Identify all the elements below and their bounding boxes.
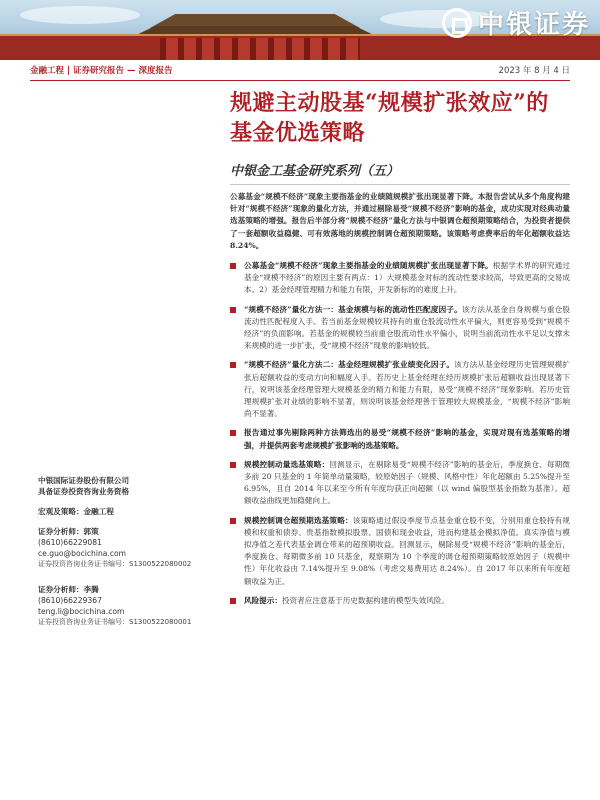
bullet-square-icon bbox=[230, 430, 236, 436]
key-point bbox=[230, 595, 570, 607]
key-point-lead: 公募基金“规模不经济”现象主要指基金的业绩随规模扩张出现显著下降。 bbox=[244, 261, 493, 271]
key-point-text: 该策略通过假设季度节点基金重仓股不变，分别用重仓股持有规模和权重和债券、贵基指数模拟股票、国债和现金收益，进而构建基金模拟净值。真实净值与模拟净值之差代表基金调仓带来的超预期收益。回测显示，剔除易受“规模不经济”影响的基金后，季度换仓、每期微多前 10 只基金，观察期为 10 个季度的调仓超预期策略较原始因子（规模中性）年化收益由 7.14%提升至 9.08%（考虑交易费用达 8.24%）。自 2017 年以来所有年度超额收益为正。 bbox=[244, 515, 571, 586]
header-divider bbox=[30, 80, 570, 81]
key-points-list bbox=[230, 260, 570, 607]
analyst-email[interactable]: teng.li@bocichina.com bbox=[38, 607, 125, 616]
key-point-lead: “规模不经济”量化方法二：基金经理规模扩张业绩变化因子。 bbox=[244, 360, 455, 370]
bullet-square-icon bbox=[230, 598, 236, 604]
report-body bbox=[230, 191, 570, 614]
industry-label: 宏观及策略：金融工程 bbox=[38, 507, 114, 516]
company-qualification: 具备证券投资咨询业务资格 bbox=[38, 487, 130, 496]
report-header bbox=[30, 61, 570, 79]
bullet-square-icon bbox=[230, 462, 236, 468]
analyst-title: 证券分析师：李腾 bbox=[38, 585, 99, 594]
analyst-block bbox=[38, 526, 218, 570]
key-point-lead: 风险提示： bbox=[244, 595, 282, 605]
analyst-certificate: 证券投资咨询业务证书编号：S1300522080002 bbox=[38, 560, 192, 568]
sidebar bbox=[38, 475, 218, 628]
analyst-title: 证券分析师：郭策 bbox=[38, 527, 99, 536]
key-point-lead: 规模控制调仓超预期选基策略： bbox=[244, 515, 353, 525]
report-subtitle: 中银金工基金研究系列（五） bbox=[230, 164, 400, 179]
report-title: 规避主动股基“规模扩张效应”的基金优选策略 bbox=[230, 90, 549, 146]
bullet-square-icon bbox=[230, 263, 236, 269]
header-banner bbox=[0, 0, 600, 60]
key-point bbox=[230, 427, 570, 451]
key-point-text: 投资者应注意基于历史数据构建的模型失效风险。 bbox=[281, 595, 450, 605]
key-point-text: 该方法从基金自身规模与重仓股流动性匹配程度入手。若当前基金规模较其持有的重仓股流动性水平偏大，则更容易受到“规模不经济”的负面影响。若基金的规模较当前重仓股流动性水平偏小，说明当前流动性水平足以支撑未来规模的进一步扩张，受“规模不经济”现象的影响较低。 bbox=[244, 304, 571, 351]
bullet-square-icon bbox=[230, 307, 236, 313]
key-point-text: 根据学术界的研究通过基金“规模不经济”的原因主要有两点：1）大规模基金对标的流动性要求较高，导致更高的交易成本。2）基金经理管理精力和能力有限，开发新标的的难度上升。 bbox=[244, 261, 571, 295]
palace-roof-upper bbox=[150, 14, 360, 28]
brand bbox=[442, 4, 590, 41]
bullet-square-icon bbox=[230, 518, 236, 524]
key-point bbox=[230, 304, 570, 353]
bullet-square-icon bbox=[230, 362, 236, 368]
key-point bbox=[230, 260, 570, 297]
banner-cloud bbox=[20, 6, 140, 24]
key-point-lead: 报告通过事先剔除两种方法筛选出的易受“规模不经济”影响的基金，实现对现有选基策略的增强，并提供两套考虑规模扩张影响的选基策略。 bbox=[244, 428, 570, 450]
breadcrumb: 金融工程 | 证券研究报告 — 深度报告 bbox=[30, 66, 173, 76]
key-point-lead: “规模不经济”量化方法一：基金规模与标的流动性匹配度因子。 bbox=[244, 304, 462, 314]
key-point bbox=[230, 515, 570, 588]
key-point bbox=[230, 459, 570, 508]
analyst-certificate: 证券投资咨询业务证书编号：S1300522080001 bbox=[38, 618, 192, 626]
analyst-phone: (8610)66229081 bbox=[38, 538, 102, 547]
analyst-email[interactable]: ce.guo@bocichina.com bbox=[38, 549, 127, 558]
summary-paragraph: 公募基金“规模不经济”现象主要指基金的业绩随规模扩张出现显著下降。本报告尝试从多个角度构建针对“规模不经济”现象的量化方法，并通过剔除易受“规模不经济”影响的基金，成功实现对经典动量选基策略的增强。报告后半部分将“规模不经济”量化方法与中银调仓超预期策略结合，为投资者提供了一套超额收益稳健、可有效落地的规模控制调仓超预期策略。该策略考虑费率后的年化超额收益达 8.24%。 bbox=[230, 192, 570, 250]
key-point-text: 该方法从基金经理历史管理规模扩张后超额收益的变动方向和幅度入手。若历史上基金经理在经历规模扩张后超额收益出现显著下行，说明该基金经理管理大规模基金的精力和能力有限，易受“规模不经济”现象影响。若历史管理规模扩张对业绩的影响不显著，则说明该基金经理善于管理较大规模基金，“规模不经济”影响尚不显著。 bbox=[244, 360, 571, 419]
key-point-text: 回测显示，在剔除易受“规模不经济”影响的基金后，季度换仓、每期微多前 20 只基金的 1 年简单动量策略，较原始因子（规模、风格中性）年化超额由 5.25%提升至 6.95%，且自 2014 年以来至今所有年度均获正向超额（以 wind 偏股型基金指数为基准）。超额收益曲线更加稳健向上。 bbox=[244, 459, 571, 506]
company-name: 中银国际证券股份有限公司 bbox=[38, 476, 130, 485]
title-divider bbox=[230, 184, 570, 185]
report-date: 2023 年 8 月 4 日 bbox=[498, 66, 570, 76]
boc-logo-icon bbox=[442, 8, 472, 38]
key-point bbox=[230, 359, 570, 420]
key-point-lead: 规模控制动量选基策略： bbox=[244, 459, 330, 469]
analyst-block bbox=[38, 584, 218, 628]
brand-name: 中银证券 bbox=[477, 10, 590, 40]
palace-columns bbox=[160, 38, 360, 60]
analyst-phone: (8610)66229367 bbox=[38, 596, 102, 605]
